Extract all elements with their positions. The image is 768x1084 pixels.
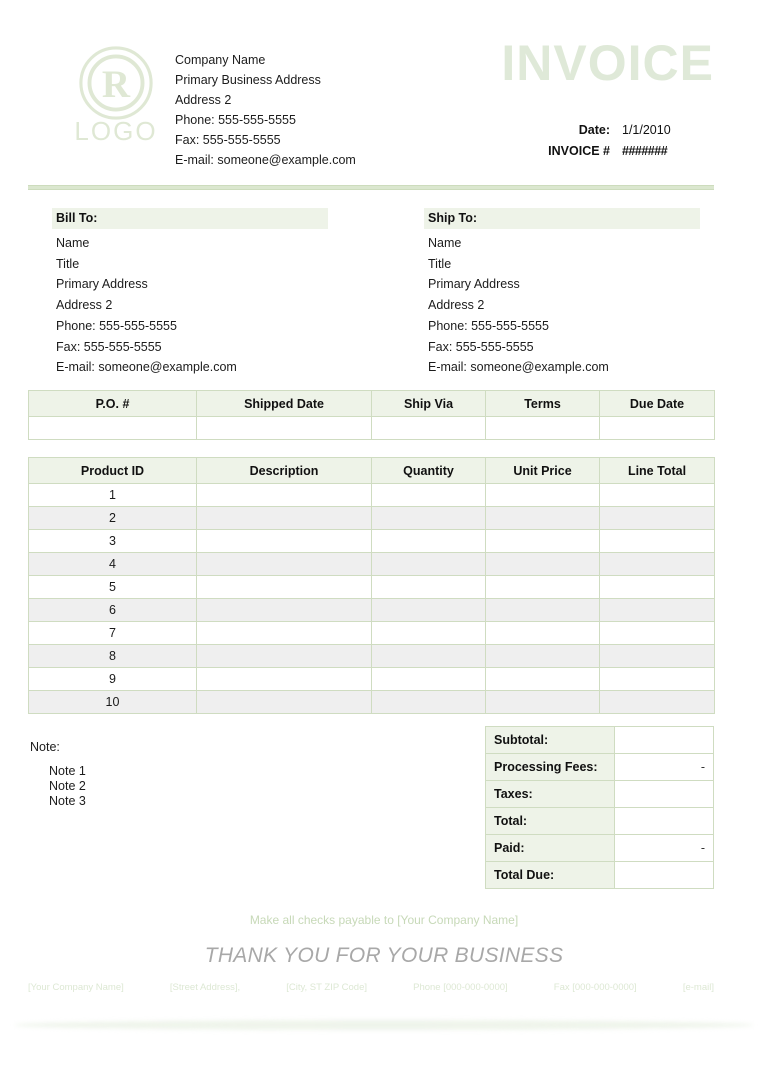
item-cell[interactable] bbox=[197, 691, 372, 714]
ship-to-title: Ship To: bbox=[424, 208, 700, 229]
po-col-header: Shipped Date bbox=[197, 391, 372, 417]
table-row bbox=[29, 576, 715, 599]
item-cell[interactable] bbox=[372, 484, 486, 507]
item-cell[interactable] bbox=[600, 530, 715, 553]
item-cell[interactable] bbox=[600, 576, 715, 599]
logo-word: LOGO bbox=[74, 116, 158, 146]
totals-label: Total Due: bbox=[486, 862, 615, 889]
item-cell[interactable] bbox=[600, 645, 715, 668]
totals-row bbox=[486, 727, 714, 754]
item-cell[interactable] bbox=[600, 691, 715, 714]
note-items bbox=[30, 764, 410, 809]
item-cell[interactable] bbox=[600, 507, 715, 530]
totals-value[interactable] bbox=[615, 862, 714, 889]
item-col-header: Product ID bbox=[29, 458, 197, 484]
item-cell[interactable] bbox=[372, 599, 486, 622]
item-col-header: Unit Price bbox=[486, 458, 600, 484]
item-cell[interactable]: 6 bbox=[29, 599, 197, 622]
bill-to-line[interactable]: E-mail: someone@example.com bbox=[56, 360, 237, 375]
invoice-date-row bbox=[434, 120, 714, 141]
totals-label: Subtotal: bbox=[486, 727, 615, 754]
totals-value[interactable] bbox=[615, 727, 714, 754]
item-cell[interactable] bbox=[197, 622, 372, 645]
item-cell[interactable] bbox=[372, 691, 486, 714]
invoice-meta bbox=[434, 120, 714, 162]
ship-to-line[interactable]: Phone: 555-555-5555 bbox=[428, 318, 549, 333]
company-line: Address 2 bbox=[175, 93, 232, 107]
item-cell[interactable] bbox=[372, 553, 486, 576]
invoice-header bbox=[28, 35, 714, 167]
totals-value[interactable]: - bbox=[615, 835, 714, 862]
company-line: Company Name bbox=[175, 53, 266, 67]
item-cell[interactable] bbox=[372, 622, 486, 645]
table-row bbox=[29, 599, 715, 622]
item-cell[interactable]: 9 bbox=[29, 668, 197, 691]
totals-label: Taxes: bbox=[486, 781, 615, 808]
item-cell[interactable] bbox=[197, 530, 372, 553]
registered-trademark-icon bbox=[77, 44, 155, 122]
totals-row bbox=[486, 835, 714, 862]
item-cell[interactable] bbox=[486, 668, 600, 691]
note-item[interactable]: Note 1 bbox=[49, 764, 86, 778]
table-row bbox=[29, 553, 715, 576]
po-col-header: Terms bbox=[486, 391, 600, 417]
totals-value[interactable] bbox=[615, 808, 714, 835]
item-cell[interactable]: 2 bbox=[29, 507, 197, 530]
invoice-number-row bbox=[434, 141, 714, 162]
item-cell[interactable] bbox=[197, 576, 372, 599]
note-item[interactable]: Note 3 bbox=[49, 794, 86, 808]
table-row bbox=[29, 530, 715, 553]
page-title: INVOICE bbox=[501, 35, 714, 91]
footer-street-address: [Street Address], bbox=[169, 982, 241, 993]
totals-row bbox=[486, 781, 714, 808]
item-cell[interactable] bbox=[372, 645, 486, 668]
totals-label: Total: bbox=[486, 808, 615, 835]
item-cell[interactable] bbox=[197, 484, 372, 507]
table-row bbox=[29, 417, 715, 440]
svg-text:R: R bbox=[101, 63, 131, 107]
item-col-header: Quantity bbox=[372, 458, 486, 484]
totals-label: Processing Fees: bbox=[486, 754, 615, 781]
totals-row bbox=[486, 754, 714, 781]
purchase-order-table bbox=[28, 390, 715, 440]
table-row bbox=[29, 668, 715, 691]
bill-to-line[interactable]: Name bbox=[56, 236, 90, 250]
totals-table-body bbox=[486, 727, 714, 889]
po-cell[interactable] bbox=[486, 417, 600, 440]
company-line: Phone: 555-555-5555 bbox=[175, 113, 296, 127]
footer-city-state-zip: [City, ST ZIP Code] bbox=[286, 982, 367, 993]
item-cell[interactable] bbox=[486, 530, 600, 553]
po-table-header bbox=[29, 391, 715, 417]
items-table-header bbox=[29, 458, 715, 484]
bill-to-line[interactable]: Primary Address bbox=[56, 277, 148, 292]
item-cell[interactable] bbox=[600, 599, 715, 622]
ship-to-line[interactable]: E-mail: someone@example.com bbox=[428, 360, 609, 375]
ship-to-line[interactable]: Primary Address bbox=[428, 277, 520, 292]
header-divider bbox=[28, 185, 714, 190]
item-cell[interactable] bbox=[197, 599, 372, 622]
po-cell[interactable] bbox=[372, 417, 486, 440]
item-cell[interactable]: 8 bbox=[29, 645, 197, 668]
item-cell[interactable] bbox=[600, 484, 715, 507]
invoice-number-value[interactable]: ####### bbox=[622, 144, 668, 158]
totals-row bbox=[486, 808, 714, 835]
note-title: Note: bbox=[30, 740, 60, 754]
footer-contact-line bbox=[28, 982, 714, 993]
bill-to-line[interactable]: Title bbox=[56, 256, 80, 271]
item-cell[interactable] bbox=[372, 668, 486, 691]
po-cell[interactable] bbox=[29, 417, 197, 440]
footer-fax: Fax [000-000-0000] bbox=[553, 982, 637, 993]
table-row bbox=[29, 622, 715, 645]
item-cell[interactable] bbox=[600, 622, 715, 645]
company-logo bbox=[56, 44, 176, 162]
totals-value[interactable] bbox=[615, 781, 714, 808]
totals-label: Paid: bbox=[486, 835, 615, 862]
item-cell[interactable] bbox=[197, 668, 372, 691]
note-block bbox=[30, 738, 410, 809]
items-header-row bbox=[29, 458, 715, 484]
totals-value[interactable]: - bbox=[615, 754, 714, 781]
footer-company-name: [Your Company Name] bbox=[28, 982, 124, 993]
note-item[interactable]: Note 2 bbox=[49, 779, 86, 793]
po-cell[interactable] bbox=[600, 417, 715, 440]
item-cell[interactable] bbox=[372, 576, 486, 599]
item-col-header: Description bbox=[197, 458, 372, 484]
line-items-table bbox=[28, 457, 715, 714]
item-cell[interactable]: 4 bbox=[29, 553, 197, 576]
totals-row bbox=[486, 862, 714, 889]
footer-phone: Phone [000-000-0000] bbox=[413, 982, 508, 993]
table-row bbox=[29, 691, 715, 714]
invoice-date-value[interactable]: 1/1/2010 bbox=[622, 123, 671, 137]
bill-to-block bbox=[52, 208, 328, 378]
item-cell[interactable] bbox=[197, 645, 372, 668]
item-cell[interactable]: 5 bbox=[29, 576, 197, 599]
po-cell[interactable] bbox=[197, 417, 372, 440]
item-cell[interactable] bbox=[197, 507, 372, 530]
item-cell[interactable] bbox=[600, 668, 715, 691]
po-col-header: P.O. # bbox=[29, 391, 197, 417]
thank-you-message: THANK YOU FOR YOUR BUSINESS bbox=[204, 944, 564, 967]
item-cell[interactable] bbox=[486, 553, 600, 576]
invoice-date-label: Date: bbox=[578, 123, 610, 137]
bill-to-title: Bill To: bbox=[52, 208, 328, 229]
table-row bbox=[29, 484, 715, 507]
item-cell[interactable] bbox=[486, 484, 600, 507]
item-cell[interactable]: 3 bbox=[29, 530, 197, 553]
ship-to-line[interactable]: Fax: 555-555-5555 bbox=[428, 339, 534, 354]
bill-to-line[interactable]: Address 2 bbox=[56, 298, 113, 313]
ship-to-line[interactable]: Name bbox=[428, 236, 462, 250]
ship-to-line[interactable]: Address 2 bbox=[428, 298, 485, 313]
bill-to-line[interactable]: Fax: 555-555-5555 bbox=[56, 339, 162, 354]
company-line: Primary Business Address bbox=[175, 73, 321, 87]
item-cell[interactable]: 1 bbox=[29, 484, 197, 507]
page-bottom-shadow bbox=[14, 1020, 754, 1030]
item-cell[interactable]: 7 bbox=[29, 622, 197, 645]
item-cell[interactable] bbox=[486, 576, 600, 599]
table-row bbox=[29, 507, 715, 530]
item-cell[interactable] bbox=[486, 645, 600, 668]
item-cell[interactable] bbox=[486, 507, 600, 530]
item-cell[interactable] bbox=[486, 691, 600, 714]
ship-to-line[interactable]: Title bbox=[428, 256, 452, 271]
company-line: Fax: 555-555-5555 bbox=[175, 133, 281, 147]
table-row bbox=[29, 645, 715, 668]
po-col-header: Due Date bbox=[600, 391, 715, 417]
company-line: E-mail: someone@example.com bbox=[175, 153, 356, 167]
item-cell[interactable] bbox=[600, 553, 715, 576]
items-table-body bbox=[29, 484, 715, 714]
po-header-row bbox=[29, 391, 715, 417]
payable-note: Make all checks payable to [Your Company Name] bbox=[249, 913, 519, 927]
bill-to-line[interactable]: Phone: 555-555-5555 bbox=[56, 318, 177, 333]
item-cell[interactable] bbox=[372, 530, 486, 553]
item-cell[interactable] bbox=[197, 553, 372, 576]
po-table-body bbox=[29, 417, 715, 440]
invoice-number-label: INVOICE # bbox=[548, 144, 610, 158]
po-col-header: Ship Via bbox=[372, 391, 486, 417]
footer-email: [e-mail] bbox=[682, 982, 714, 993]
item-cell[interactable] bbox=[486, 622, 600, 645]
item-col-header: Line Total bbox=[600, 458, 715, 484]
ship-to-block bbox=[424, 208, 700, 378]
item-cell[interactable]: 10 bbox=[29, 691, 197, 714]
item-cell[interactable] bbox=[372, 507, 486, 530]
item-cell[interactable] bbox=[486, 599, 600, 622]
totals-table bbox=[485, 726, 714, 889]
